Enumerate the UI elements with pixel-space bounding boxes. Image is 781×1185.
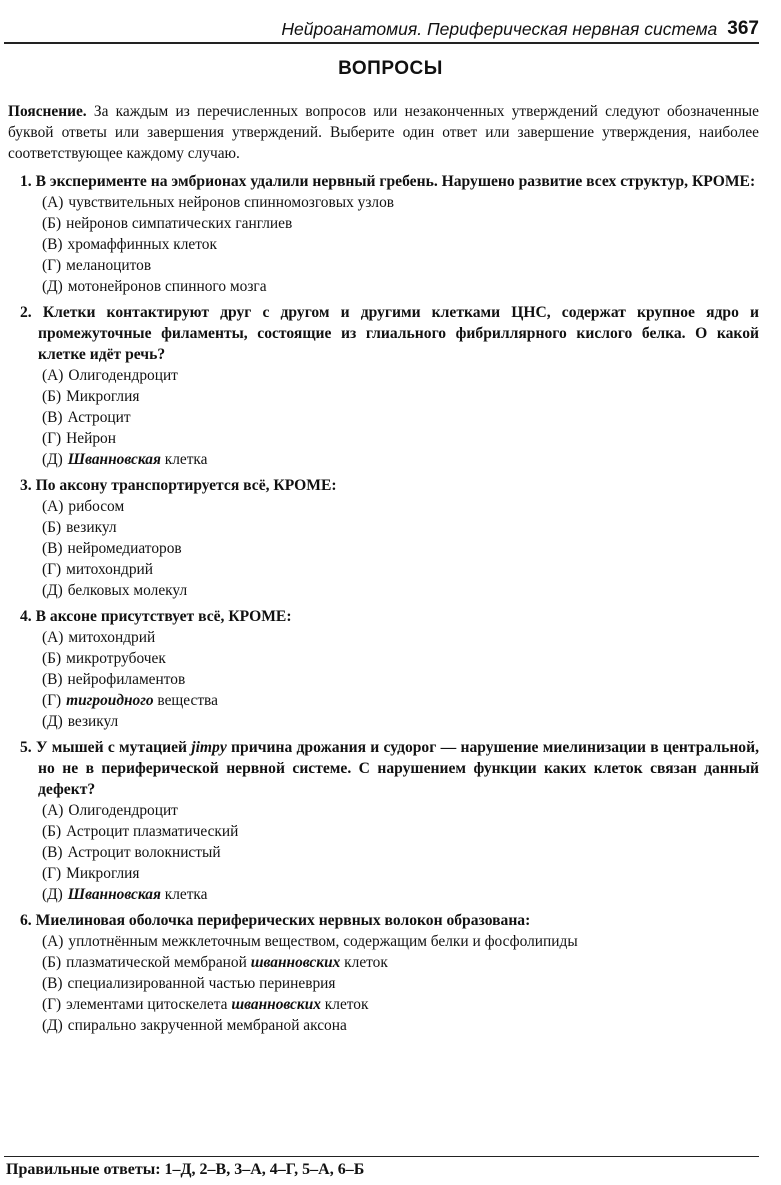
question-number: 4. <box>20 608 32 625</box>
option-text: Астроцит <box>67 409 131 426</box>
footer-divider <box>4 1156 759 1157</box>
option-a <box>20 931 759 952</box>
option-text: клетка <box>160 886 208 903</box>
instructions-text: За каждым из перечисленных вопросов или незаконченных утверждений следуют обозначенные буквой ответы или завершения утверждений. Выберите один ответ или завершение утверждения, наиболее соответствующее каждому случаю. <box>8 103 759 162</box>
option-letter: (Д) <box>42 582 63 599</box>
option-b <box>20 517 759 538</box>
option-a <box>20 192 759 213</box>
option-emphasis: шванновских <box>250 954 341 971</box>
option-letter: (Г) <box>42 996 62 1013</box>
option-text: специализированной частью периневрия <box>67 975 336 992</box>
option-letter: (В) <box>42 409 63 426</box>
option-text: Астроцит волокнистый <box>67 844 221 861</box>
option-letter: (В) <box>42 236 63 253</box>
option-g <box>20 690 759 711</box>
option-d <box>20 711 759 732</box>
option-letter: (В) <box>42 671 63 688</box>
option-text: Микроглия <box>66 388 140 405</box>
option-v <box>20 842 759 863</box>
option-v <box>20 669 759 690</box>
question-number: 6. <box>20 912 32 929</box>
option-text: митохондрий <box>68 629 156 646</box>
option-text: мотонейронов спинного мозга <box>67 278 267 295</box>
question-6 <box>20 910 759 1036</box>
question-stem <box>20 475 759 496</box>
option-letter: (Д) <box>42 1017 63 1034</box>
option-a <box>20 627 759 648</box>
option-text: клеток <box>320 996 369 1013</box>
option-text: Олигодендроцит <box>68 802 178 819</box>
option-v <box>20 407 759 428</box>
option-letter: (А) <box>42 367 64 384</box>
question-text-pre: У мышей с мутацией <box>35 739 192 756</box>
option-text: белковых молекул <box>67 582 188 599</box>
question-number: 2. <box>20 304 32 321</box>
question-number: 5. <box>20 739 32 756</box>
option-emphasis: тигроидного <box>66 692 154 709</box>
running-title: Нейроанатомия. Периферическая нервная система <box>281 19 718 39</box>
option-b <box>20 213 759 234</box>
question-stem <box>20 737 759 800</box>
option-letter: (В) <box>42 975 63 992</box>
question-text: В аксоне присутствует всё, КРОМЕ: <box>35 608 292 625</box>
option-emphasis: Шванновская <box>67 886 161 903</box>
option-text: микротрубочек <box>66 650 166 667</box>
question-text: причина дрожания и судорог — нарушение миелинизации в центральной, но не в периферической нервной системе. С нарушением функции каких клеток связан данный дефект? <box>38 739 759 798</box>
option-text: Астроцит плазматический <box>66 823 239 840</box>
option-v <box>20 973 759 994</box>
question-3 <box>20 475 759 601</box>
option-letter: (Д) <box>42 886 63 903</box>
option-letter: (Б) <box>42 650 62 667</box>
option-d <box>20 1015 759 1036</box>
option-text: чувствительных нейронов спинномозговых узлов <box>68 194 395 211</box>
option-text: хромаффинных клеток <box>67 236 217 253</box>
option-text: Олигодендроцит <box>68 367 178 384</box>
question-5 <box>20 737 759 905</box>
option-a <box>20 800 759 821</box>
question-number: 3. <box>20 477 32 494</box>
option-letter: (Г) <box>42 561 62 578</box>
option-g <box>20 255 759 276</box>
question-stem <box>20 606 759 627</box>
option-v <box>20 234 759 255</box>
question-2 <box>20 302 759 470</box>
option-text: везикул <box>66 519 117 536</box>
option-b <box>20 386 759 407</box>
option-letter: (А) <box>42 933 64 950</box>
option-g <box>20 559 759 580</box>
question-emphasis: jimpy <box>191 739 227 756</box>
option-text: спирально закрученной мембраной аксона <box>67 1017 347 1034</box>
page-number: 367 <box>727 18 759 39</box>
option-text-pre: элементами цитоскелета <box>66 996 232 1013</box>
question-number: 1. <box>20 173 32 190</box>
option-v <box>20 538 759 559</box>
page-header <box>4 8 759 44</box>
option-text: меланоцитов <box>66 257 152 274</box>
options-list <box>20 800 759 905</box>
section-title: ВОПРОСЫ <box>338 58 443 79</box>
question-4 <box>20 606 759 732</box>
option-letter: (Б) <box>42 388 62 405</box>
option-b <box>20 821 759 842</box>
option-text: везикул <box>67 713 119 730</box>
option-text: нейромедиаторов <box>67 540 182 557</box>
options-list <box>20 365 759 470</box>
question-text: По аксону транспортируется всё, КРОМЕ: <box>35 477 337 494</box>
option-letter: (А) <box>42 802 64 819</box>
question-stem <box>20 910 759 931</box>
option-letter: (Б) <box>42 519 62 536</box>
option-b <box>20 952 759 973</box>
option-g <box>20 428 759 449</box>
option-letter: (Г) <box>42 692 62 709</box>
option-letter: (Г) <box>42 865 62 882</box>
correct-answers: Правильные ответы: 1–Д, 2–В, 3–А, 4–Г, 5–А, 6–Б <box>6 1161 365 1178</box>
option-text-pre: плазматической мембраной <box>66 954 251 971</box>
option-letter: (В) <box>42 540 63 557</box>
option-text: Нейрон <box>66 430 116 447</box>
option-a <box>20 496 759 517</box>
instructions-lead: Пояснение. <box>8 103 87 120</box>
question-text: Клетки контактируют друг с другом и другими клетками ЦНС, содержат крупное ядро и промежуточные филаменты, состоящие из глиального фибриллярного кислого белка. О какой клетке идёт речь? <box>38 304 759 363</box>
option-letter: (Г) <box>42 257 62 274</box>
option-letter: (Б) <box>42 823 62 840</box>
options-list <box>20 627 759 732</box>
option-letter: (Б) <box>42 954 62 971</box>
option-text: вещества <box>153 692 218 709</box>
option-letter: (А) <box>42 194 64 211</box>
option-d <box>20 449 759 470</box>
option-text: нейрофиламентов <box>67 671 186 688</box>
option-letter: (Д) <box>42 278 63 295</box>
instructions-paragraph <box>8 101 759 164</box>
option-letter: (А) <box>42 498 64 515</box>
option-text: клетка <box>160 451 208 468</box>
option-text: рибосом <box>68 498 125 515</box>
option-letter: (Б) <box>42 215 62 232</box>
option-d <box>20 276 759 297</box>
option-d <box>20 580 759 601</box>
option-b <box>20 648 759 669</box>
questions-list <box>20 171 759 1041</box>
option-g <box>20 863 759 884</box>
options-list <box>20 192 759 297</box>
question-text: В эксперименте на эмбрионах удалили нервный гребень. Нарушено развитие всех структур, КРОМЕ: <box>35 173 756 190</box>
option-letter: (В) <box>42 844 63 861</box>
options-list <box>20 496 759 601</box>
question-stem <box>20 302 759 365</box>
option-letter: (Д) <box>42 451 63 468</box>
option-text: Микроглия <box>66 865 140 882</box>
question-text: Миелиновая оболочка периферических нервных волокон образована: <box>35 912 531 929</box>
option-text: клеток <box>340 954 388 971</box>
option-emphasis: Шванновская <box>67 451 161 468</box>
option-emphasis: шванновских <box>231 996 321 1013</box>
option-text: уплотнённым межклеточным веществом, содержащим белки и фосфолипиды <box>68 933 578 950</box>
option-g <box>20 994 759 1015</box>
option-letter: (А) <box>42 629 64 646</box>
options-list <box>20 931 759 1036</box>
option-letter: (Д) <box>42 713 63 730</box>
question-stem <box>20 171 759 192</box>
option-d <box>20 884 759 905</box>
option-text: нейронов симпатических ганглиев <box>66 215 293 232</box>
question-1 <box>20 171 759 297</box>
option-text: митохондрий <box>66 561 154 578</box>
option-letter: (Г) <box>42 430 62 447</box>
option-a <box>20 365 759 386</box>
